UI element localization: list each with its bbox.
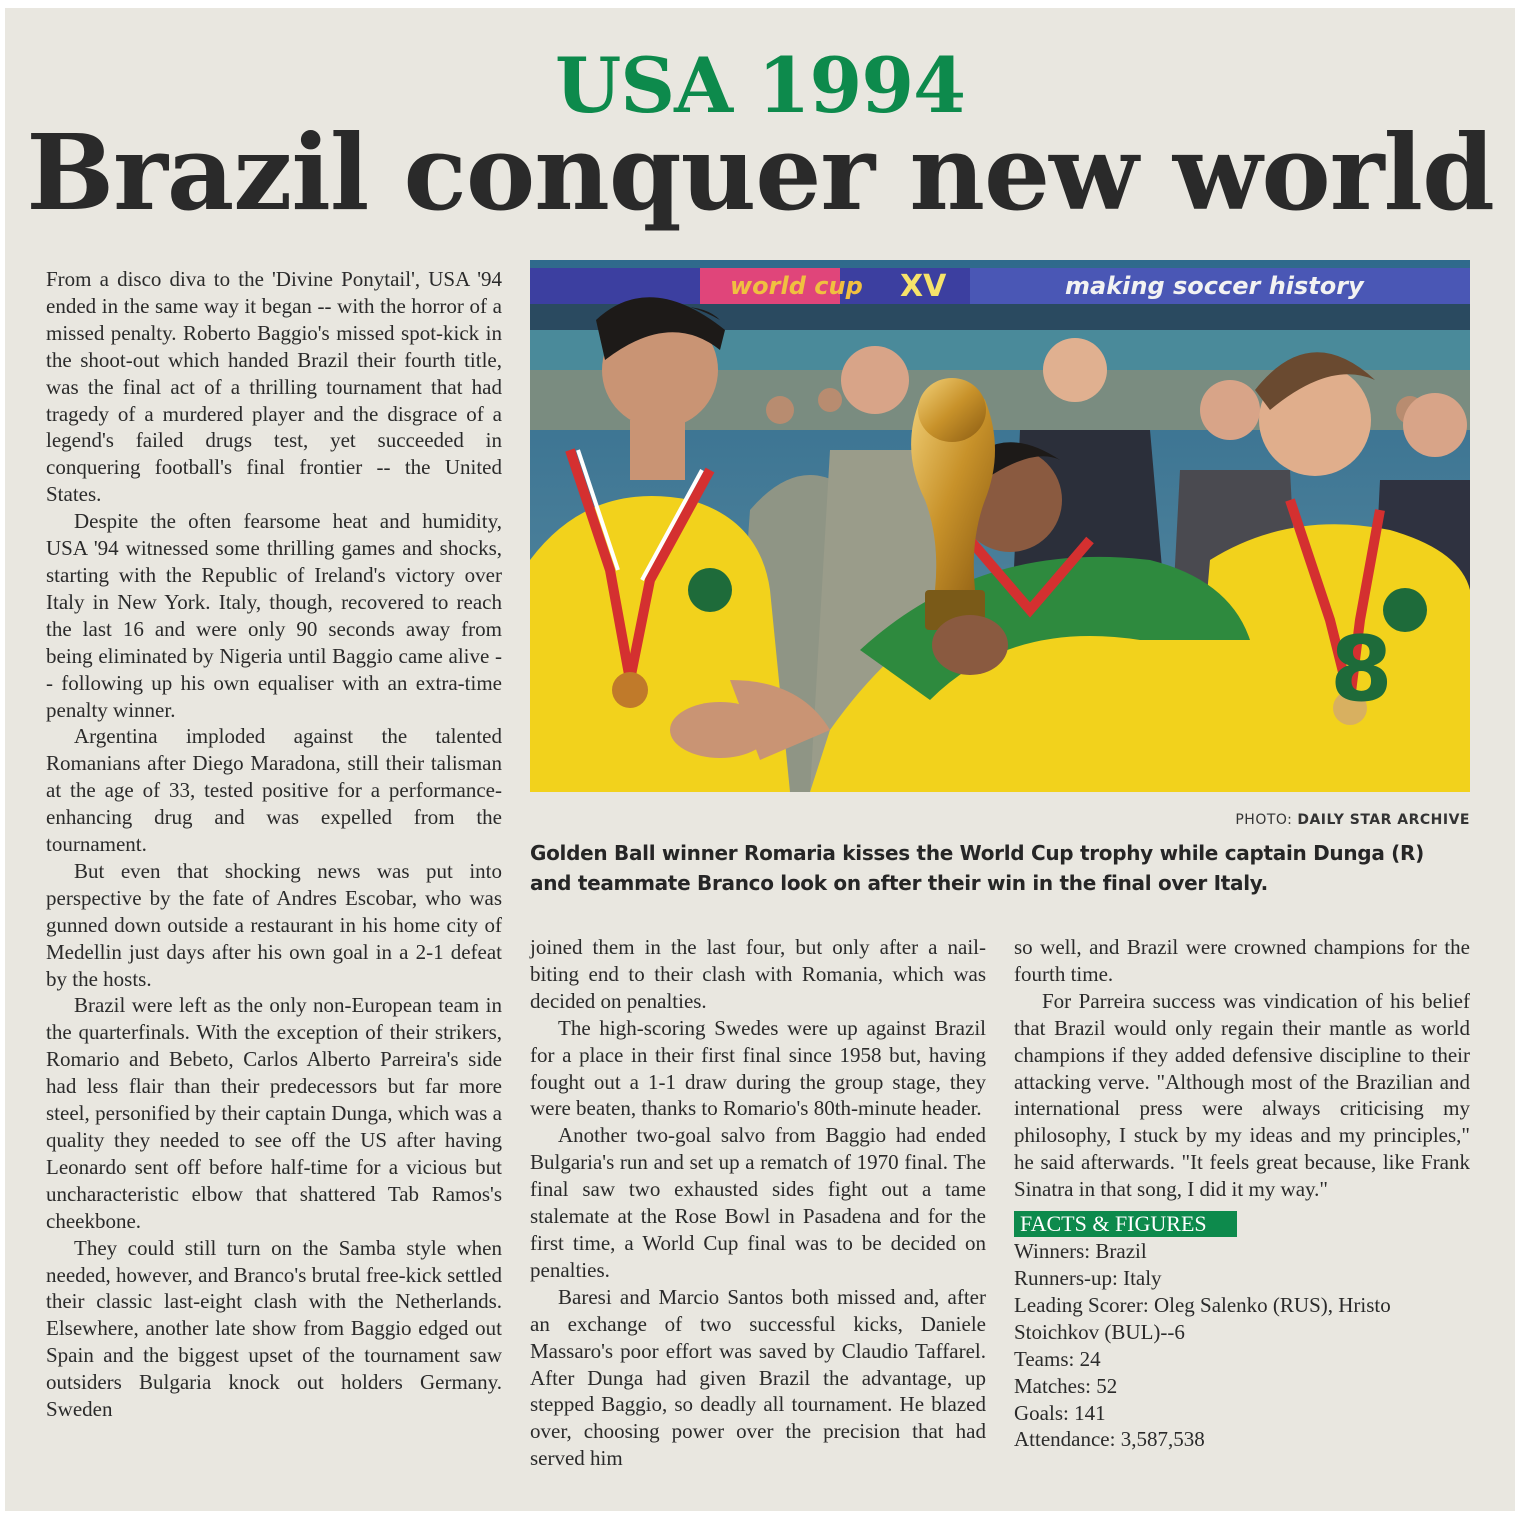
fact-item: Matches: 52 — [1014, 1373, 1118, 1398]
fact-item: Winners: Brazil — [1014, 1239, 1147, 1264]
trophy-photo — [530, 260, 1470, 792]
photo-credit — [530, 812, 1470, 828]
paragraph: Another two-goal salvo from Baggio had ended Bulgaria's run and set up a rematch of 1970 final. The final saw two exhausted sides fight out a tame stalemate at the Rose Bowl in Pasadena and for the first time, a World Cup final was to be decided on penalties. — [530, 1123, 986, 1282]
paragraph: The high-scoring Swedes were up against Brazil for a place in their first final since 1958 but, having fought out a 1-1 draw during the group stage, they were beaten, thanks to Romario's 80th-minute header. — [530, 1015, 986, 1121]
banner-right-text: making soccer history — [1065, 272, 1364, 300]
photo-illustration — [530, 260, 1470, 792]
article-column-2 — [530, 934, 986, 1472]
article-column-1 — [46, 266, 502, 1423]
facts-list — [1014, 1238, 1470, 1453]
credit-source: DAILY STAR ARCHIVE — [1297, 812, 1470, 828]
facts-heading: FACTS & FIGURES — [1014, 1211, 1237, 1237]
banner-mid-text: XV — [900, 269, 947, 304]
newspaper-page — [5, 8, 1515, 1511]
fact-item: Teams: 24 — [1014, 1346, 1101, 1371]
paragraph: From a disco diva to the 'Divine Ponytail', USA '94 ended in the same way it began -- with the horror of a missed penalty. Roberto Baggio's missed spot-kick in the shoot-out which handed Brazil their fourth title, was the final act of a thrilling tournament that had tragedy of a murdered player and the disgrace of a legend's failed drugs test, yet succeeded in conquering football's final frontier -- the United States. — [46, 267, 502, 507]
paragraph: so well, and Brazil were crowned champions for the fourth time. — [1014, 935, 1470, 986]
photo-caption: Golden Ball winner Romaria kisses the World Cup trophy while captain Dunga (R) and teammate Branco look on after their win in the final over Italy. — [530, 841, 1424, 895]
banner-left-text: world cup — [730, 272, 863, 300]
paragraph: Brazil were left as the only non-European team in the quarterfinals. With the exception of their strikers, Romario and Bebeto, Carlos Alberto Parreira's side had less flair than their predecessors but far more steel, personified by their captain Dunga, which was a quality they needed to see off the US after having Leonardo sent off before half-time for a vicious but uncharacteristic elbow that shattered Tab Ramos's cheekbone. — [46, 993, 502, 1233]
paragraph: Argentina imploded against the talented Romanians after Diego Maradona, still their talisman at the age of 33, tested positive for a performance-enhancing drug and was expelled from the tournament. — [46, 724, 502, 857]
fact-item: Attendance: 3,587,538 — [1014, 1427, 1205, 1452]
kicker-title: USA 1994 — [554, 41, 966, 130]
credit-label: PHOTO: — [1235, 812, 1293, 828]
shirt-number: 8 — [1330, 617, 1393, 722]
fact-item: Goals: 141 — [1014, 1400, 1106, 1425]
paragraph: joined them in the last four, but only after a nail-biting end to their clash with Romania, which was decided on penalties. — [530, 935, 986, 1013]
paragraph: For Parreira success was vindication of his belief that Brazil would only regain their mantle as world champions if they added defensive discipline to their attacking verve. "Although most of the Brazilian and international press were always criticising my philosophy, I stuck by my ideas and my principles," he said afterwards. "It feels great because, like Frank Sinatra in that song, I did it my way." — [1014, 988, 1470, 1202]
article-column-3 — [1014, 934, 1470, 1453]
paragraph: Despite the often fearsome heat and humidity, USA '94 witnessed some thrilling games and shocks, starting with the Republic of Ireland's victory over Italy in New York. Italy, though, recovered to reach the last 16 and were only 90 seconds away from being eliminated by Nigeria until Baggio came alive -- following up his own equaliser with an extra-time penalty winner. — [46, 509, 502, 722]
paragraph: But even that shocking news was put into perspective by the fate of Andres Escobar, who was gunned down outside a restaurant in his home city of Medellin just days after his own goal in a 2-1 defeat by the hosts. — [46, 858, 502, 991]
fact-item: Runners-up: Italy — [1014, 1265, 1162, 1290]
headline: Brazil conquer new world — [26, 111, 1494, 234]
paragraph: Baresi and Marcio Santos both missed and, after an exchange of two successful kicks, Daniele Massaro's poor effort was saved by Claudio Taffarel. After Dunga had given Brazil the advantage, up stepped Baggio, so deadly all tournament. He blazed over, choosing power over the precision that had served him — [530, 1284, 986, 1471]
paragraph: They could still turn on the Samba style when needed, however, and Branco's brutal free-kick settled their classic last-eight clash with the Netherlands. Elsewhere, another late show from Baggio edged out Spain and the biggest upset of the tournament saw outsiders Bulgaria knock out holders Germany. Sweden — [46, 1235, 502, 1422]
fact-item: Leading Scorer: Oleg Salenko (RUS), Hristo Stoichkov (BUL)--6 — [1014, 1292, 1391, 1344]
